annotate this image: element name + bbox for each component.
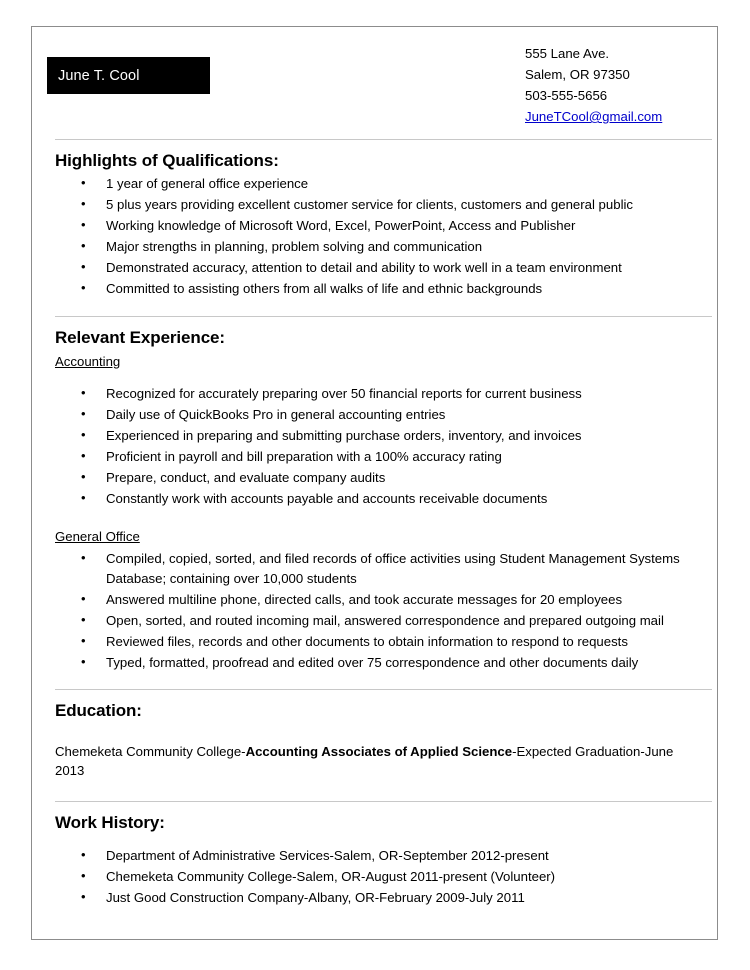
candidate-name: June T. Cool	[58, 67, 140, 84]
section-divider	[55, 801, 712, 802]
contact-city-state-zip: Salem, OR 97350	[525, 67, 630, 82]
education-institution: Chemeketa Community College-	[55, 744, 246, 760]
experience-group-label-accounting: Accounting	[55, 353, 121, 369]
contact-email-link[interactable]: JuneTCool@gmail.com	[525, 109, 663, 124]
list-item: • Answered multiline phone, directed calls, and took accurate messages for 20 employees	[106, 590, 705, 610]
general-office-list	[44, 549, 705, 673]
resume-header	[44, 27, 705, 139]
work-history-list	[44, 846, 705, 908]
candidate-name-badge	[47, 57, 210, 94]
list-item: • Department of Administrative Services-Salem, OR-September 2012-present	[106, 846, 705, 866]
list-item: • 1 year of general office experience	[106, 174, 705, 194]
education-graduation: -Expected Graduation-June 2013	[55, 744, 674, 779]
list-item: • Just Good Construction Company-Albany, OR-February 2009-July 2011	[106, 888, 705, 908]
contact-block	[525, 43, 662, 127]
contact-phone: 503-555-5656	[525, 88, 608, 103]
list-item: • Chemeketa Community College-Salem, OR-August 2011-present (Volunteer)	[106, 867, 705, 887]
section-title-highlights: Highlights of Qualifications:	[55, 151, 279, 170]
section-divider	[55, 139, 712, 140]
list-item: • Reviewed files, records and other documents to obtain information to respond to requests	[106, 632, 705, 652]
list-item: • Proficient in payroll and bill preparation with a 100% accuracy rating	[106, 447, 705, 467]
list-item: • Demonstrated accuracy, attention to detail and ability to work well in a team environment	[106, 258, 705, 278]
list-item: • 5 plus years providing excellent customer service for clients, customers and general public	[106, 195, 705, 215]
section-divider	[55, 316, 712, 317]
list-item: • Recognized for accurately preparing over 50 financial reports for current business	[106, 384, 705, 404]
list-item: • Open, sorted, and routed incoming mail, answered correspondence and prepared outgoing mail	[106, 611, 705, 631]
highlights-list	[44, 174, 705, 299]
section-title-work-history: Work History:	[55, 813, 165, 833]
accounting-list	[44, 384, 705, 509]
list-item: • Prepare, conduct, and evaluate company audits	[106, 468, 705, 488]
list-item: • Working knowledge of Microsoft Word, Excel, PowerPoint, Access and Publisher	[106, 216, 705, 236]
resume-page	[31, 26, 718, 940]
education-entry	[55, 742, 705, 780]
list-item: • Committed to assisting others from all walks of life and ethnic backgrounds	[106, 279, 705, 299]
list-item: • Major strengths in planning, problem solving and communication	[106, 237, 705, 257]
education-degree: Accounting Associates of Applied Science	[245, 744, 513, 760]
list-item: • Daily use of QuickBooks Pro in general accounting entries	[106, 405, 705, 425]
list-item: • Typed, formatted, proofread and edited over 75 correspondence and other documents daily	[106, 653, 705, 673]
list-item: • Compiled, copied, sorted, and filed records of office activities using Student Management Systems Database; containing over 10,000 students	[106, 549, 705, 588]
list-item: • Constantly work with accounts payable and accounts receivable documents	[106, 489, 705, 509]
section-title-education: Education:	[55, 701, 142, 721]
section-divider	[55, 689, 712, 690]
section-title-experience: Relevant Experience:	[55, 327, 225, 347]
experience-group-label-general-office: General Office	[55, 529, 140, 545]
list-item: • Experienced in preparing and submitting purchase orders, inventory, and invoices	[106, 426, 705, 446]
contact-street: 555 Lane Ave.	[525, 46, 610, 61]
